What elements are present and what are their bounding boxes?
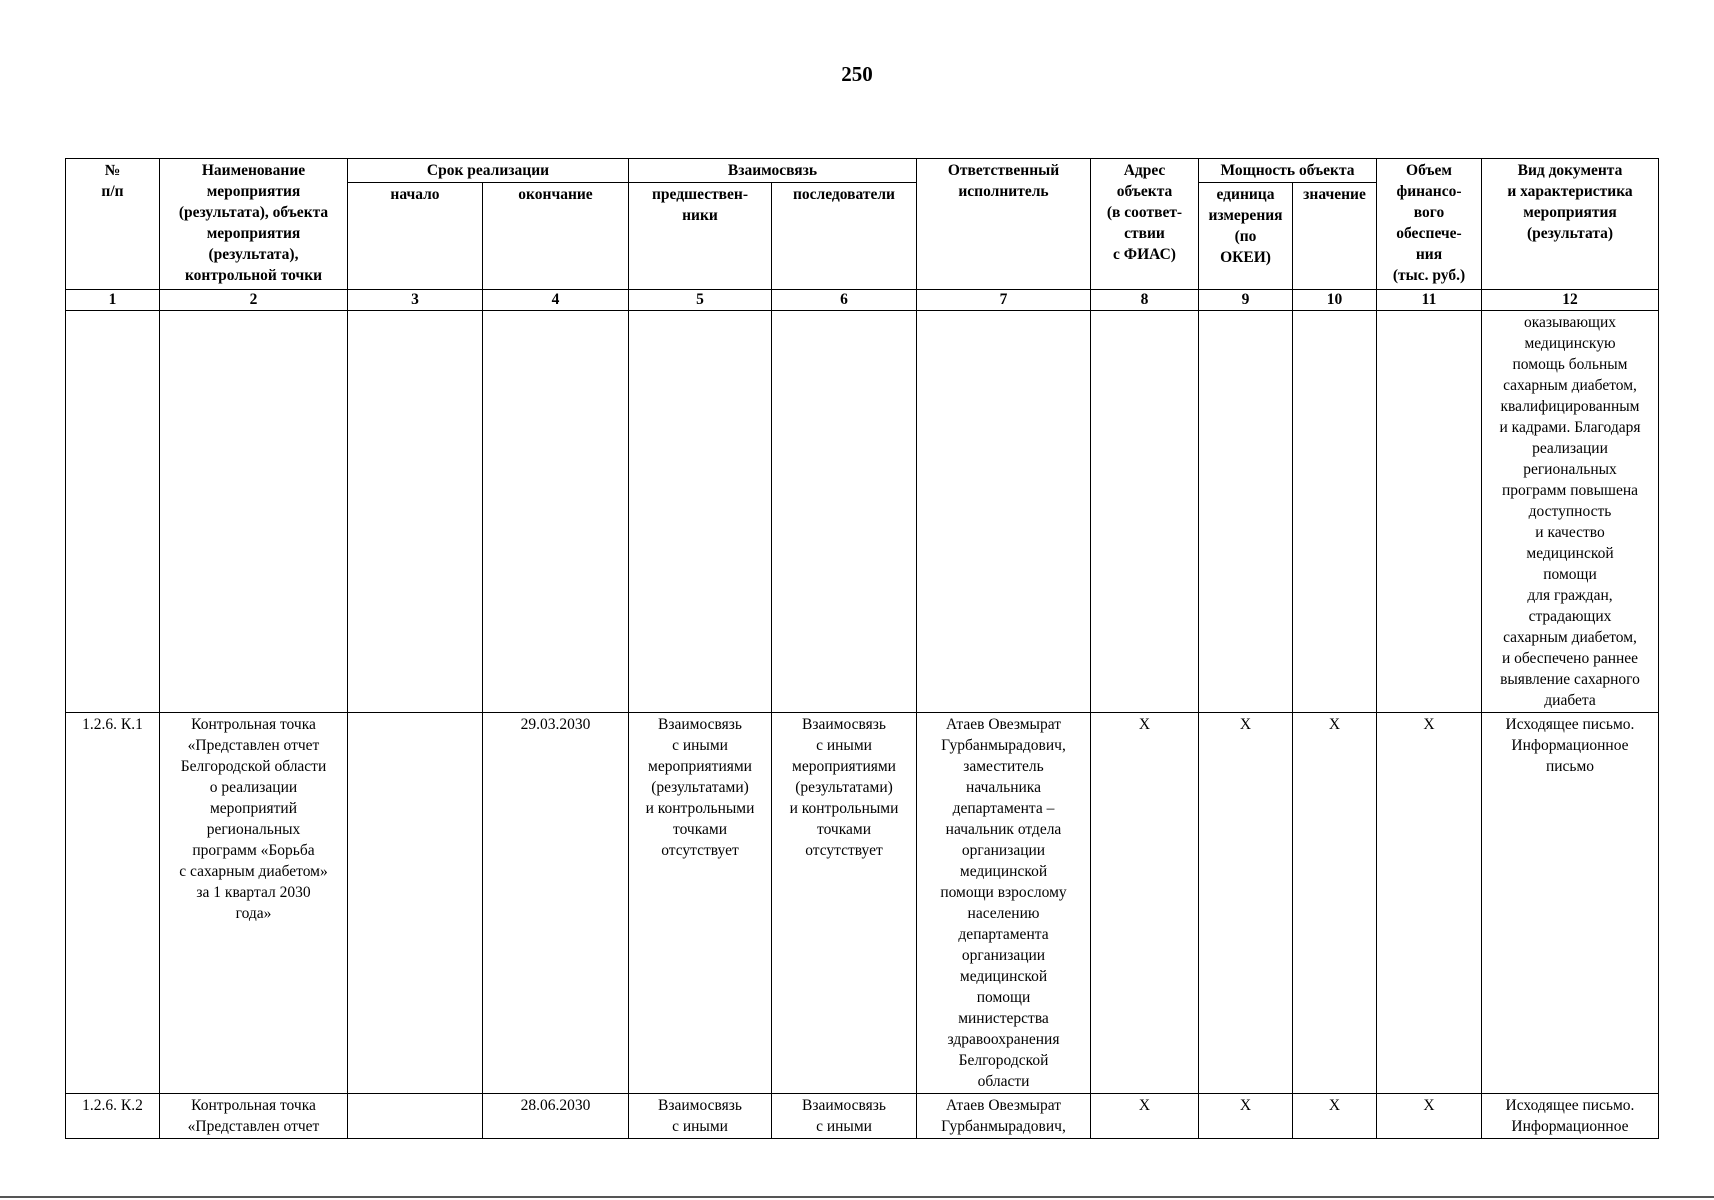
header-name: Наименование мероприятия (результата), объекта мероприятия (результата), контрольной точки: [160, 159, 348, 290]
cell-predecessors: Взаимосвязь с иными: [629, 1094, 772, 1139]
page-bottom-rule: [0, 1196, 1714, 1198]
header-successors: последователи: [772, 183, 917, 290]
column-number: 7: [917, 290, 1091, 311]
cell-unit: X: [1199, 1094, 1293, 1139]
column-number: 9: [1199, 290, 1293, 311]
header-unit: единица измерения (по ОКЕИ): [1199, 183, 1293, 290]
cell-responsible: Атаев Овезмырат Гурбанмырадович, заместитель начальника департамента – начальник отдела организации медицинской помощи взрослому населению департамента организации медицинской помощи министерства здравоохранения Белгородской области: [917, 713, 1091, 1094]
cell-address: X: [1091, 713, 1199, 1094]
header-financing: Объем финансо- вого обеспече- ния (тыс. руб.): [1377, 159, 1482, 290]
column-number: 5: [629, 290, 772, 311]
cell-name: Контрольная точка «Представлен отчет Белгородской области о реализации мероприятий региональных программ «Борьба с сахарным диабетом» за 1 квартал 2030 года»: [160, 713, 348, 1094]
cell-financing: [1377, 311, 1482, 713]
plan-table: [65, 158, 1659, 1139]
header-start: начало: [348, 183, 483, 290]
table-row: [66, 713, 1659, 1094]
cell-document: Исходящее письмо. Информационное: [1482, 1094, 1659, 1139]
cell-successors: Взаимосвязь с иными мероприятиями (результатами) и контрольными точками отсутствует: [772, 713, 917, 1094]
cell-end: [483, 311, 629, 713]
cell-end: 29.03.2030: [483, 713, 629, 1094]
cell-financing: X: [1377, 1094, 1482, 1139]
cell-no: 1.2.6. К.1: [66, 713, 160, 1094]
cell-name: Контрольная точка «Представлен отчет: [160, 1094, 348, 1139]
cell-name: [160, 311, 348, 713]
header-value: значение: [1293, 183, 1377, 290]
cell-responsible: Атаев Овезмырат Гурбанмырадович,: [917, 1094, 1091, 1139]
cell-address: [1091, 311, 1199, 713]
header-link-group: Взаимосвязь: [629, 159, 917, 183]
header-power-group: Мощность объекта: [1199, 159, 1377, 183]
header-no: № п/п: [66, 159, 160, 290]
column-number: 1: [66, 290, 160, 311]
column-number: 4: [483, 290, 629, 311]
cell-end: 28.06.2030: [483, 1094, 629, 1139]
cell-start: [348, 713, 483, 1094]
column-number: 6: [772, 290, 917, 311]
column-number: 2: [160, 290, 348, 311]
cell-no: 1.2.6. К.2: [66, 1094, 160, 1139]
header-term-group: Срок реализации: [348, 159, 629, 183]
page-number: 250: [841, 62, 873, 86]
cell-address: X: [1091, 1094, 1199, 1139]
cell-unit: X: [1199, 713, 1293, 1094]
cell-document: оказывающих медицинскую помощь больным сахарным диабетом, квалифицированным и кадрами. Благодаря реализации региональных программ повышена доступность и качество медицинской помощи для граждан, страдающих сахарным диабетом, и обеспечено раннее выявление сахарного диабета: [1482, 311, 1659, 713]
cell-successors: [772, 311, 917, 713]
cell-start: [348, 1094, 483, 1139]
cell-document: Исходящее письмо. Информационное письмо: [1482, 713, 1659, 1094]
column-number: 12: [1482, 290, 1659, 311]
cell-financing: X: [1377, 713, 1482, 1094]
cell-value: [1293, 311, 1377, 713]
column-number: 11: [1377, 290, 1482, 311]
cell-successors: Взаимосвязь с иными: [772, 1094, 917, 1139]
cell-value: X: [1293, 1094, 1377, 1139]
column-number: 10: [1293, 290, 1377, 311]
cell-predecessors: [629, 311, 772, 713]
cell-predecessors: Взаимосвязь с иными мероприятиями (результатами) и контрольными точками отсутствует: [629, 713, 772, 1094]
column-number: 8: [1091, 290, 1199, 311]
column-number: 3: [348, 290, 483, 311]
header-predecessors: предшествен- ники: [629, 183, 772, 290]
cell-value: X: [1293, 713, 1377, 1094]
table-row: [66, 311, 1659, 713]
header-document: Вид документа и характеристика мероприятия (результата): [1482, 159, 1659, 290]
table-row: [66, 1094, 1659, 1139]
cell-start: [348, 311, 483, 713]
header-address: Адрес объекта (в соответ- ствии с ФИАС): [1091, 159, 1199, 290]
cell-responsible: [917, 311, 1091, 713]
cell-no: [66, 311, 160, 713]
header-responsible: Ответственный исполнитель: [917, 159, 1091, 290]
header-end: окончание: [483, 183, 629, 290]
cell-unit: [1199, 311, 1293, 713]
